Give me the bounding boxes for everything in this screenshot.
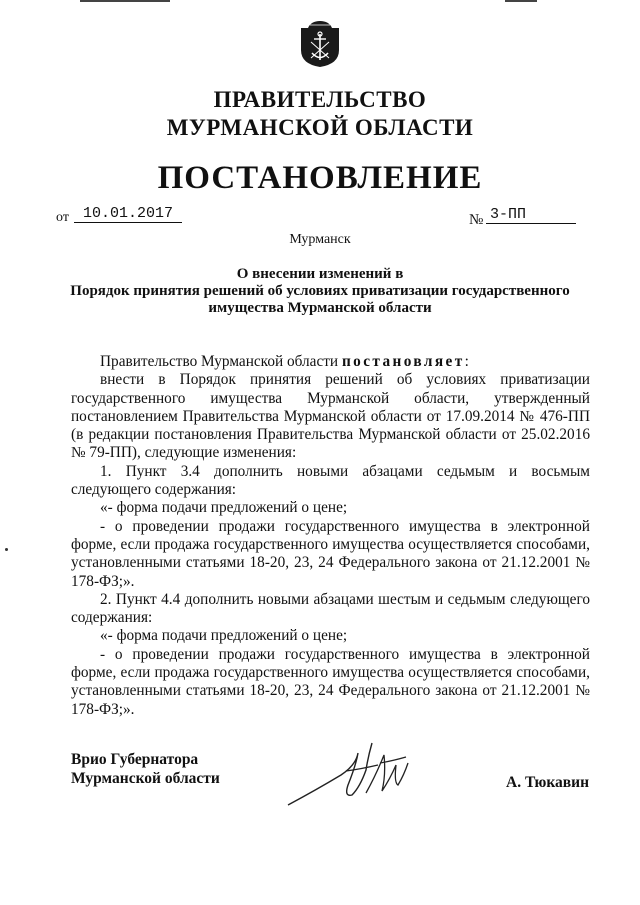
- preamble-decree-word: постановляет: [341, 353, 465, 370]
- organization-line-1: ПРАВИТЕЛЬСТВО: [213, 87, 427, 112]
- document-body: [71, 353, 590, 719]
- city-name: Мурманск: [289, 232, 351, 247]
- organization-line-2: МУРМАНСКОЙ ОБЛАСТИ: [166, 115, 474, 140]
- number-label: №: [469, 212, 484, 228]
- signatory-title: [71, 750, 220, 788]
- body-paragraph: «- форма подачи предложений о цене;: [100, 627, 348, 645]
- subject-line-1: О внесении изменений в: [236, 266, 404, 282]
- body-paragraph: «- форма подачи предложений о цене;: [100, 499, 348, 517]
- subject-line-3: имущества Мурманской области: [208, 300, 432, 316]
- preamble-paragraph: [71, 353, 590, 371]
- body-paragraph: - о проведении продажи государственного имущества в электронной форме, если продажа государственного имущества осуществляется способами, установленными статьями 18-20, 23, 24 Федерального закона от 21.12.2001 № 178-ФЗ;».: [71, 517, 590, 590]
- body-paragraph: 1. Пункт 3.4 дополнить новыми абзацами седьмым и восьмым следующего содержания:: [71, 462, 590, 499]
- margin-dot: [5, 548, 8, 551]
- body-paragraph: - о проведении продажи государственного имущества в электронной форме, если продажа государственного имущества осуществляется способами, установленными статьями 18-20, 23, 24 Федерального закона от 21.12.2001 № 178-ФЗ;».: [71, 645, 590, 718]
- signatory-title-line-2: Мурманской области: [71, 770, 220, 787]
- document-type-heading: ПОСТАНОВЛЕНИЕ: [157, 160, 483, 196]
- date-value: 10.01.2017: [74, 205, 182, 223]
- signatory-title-line-1: Врио Губернатора: [71, 751, 199, 768]
- subject-line-2: Порядок принятия решений об условиях приватизации государственного: [70, 283, 570, 299]
- date-label: от: [56, 210, 69, 225]
- preamble-suffix: :: [464, 353, 469, 370]
- organization-title: [0, 86, 640, 142]
- signatory-name: А. Тюкавин: [506, 774, 590, 791]
- number-value: 3-ПП: [486, 206, 576, 224]
- scan-top-edge-line: [505, 0, 537, 2]
- handwritten-signature: [286, 735, 426, 815]
- scan-top-edge-line: [80, 0, 170, 2]
- preamble-prefix: Правительство Мурманской области: [100, 353, 342, 370]
- document-subject: [0, 266, 640, 317]
- coat-of-arms-icon: [299, 20, 341, 68]
- body-paragraph: 2. Пункт 4.4 дополнить новыми абзацами шестым и седьмым следующего содержания:: [71, 590, 590, 627]
- body-paragraph: внести в Порядок принятия решений об условиях приватизации государственного имущества Мурманской области, утвержденный постановлением Правительства Мурманской области от 17.09.2014 № 476-ПП (в редакции постановления Правительства Мурманской области от 25.02.2016 № 79-ПП), следующие изменения:: [71, 371, 590, 462]
